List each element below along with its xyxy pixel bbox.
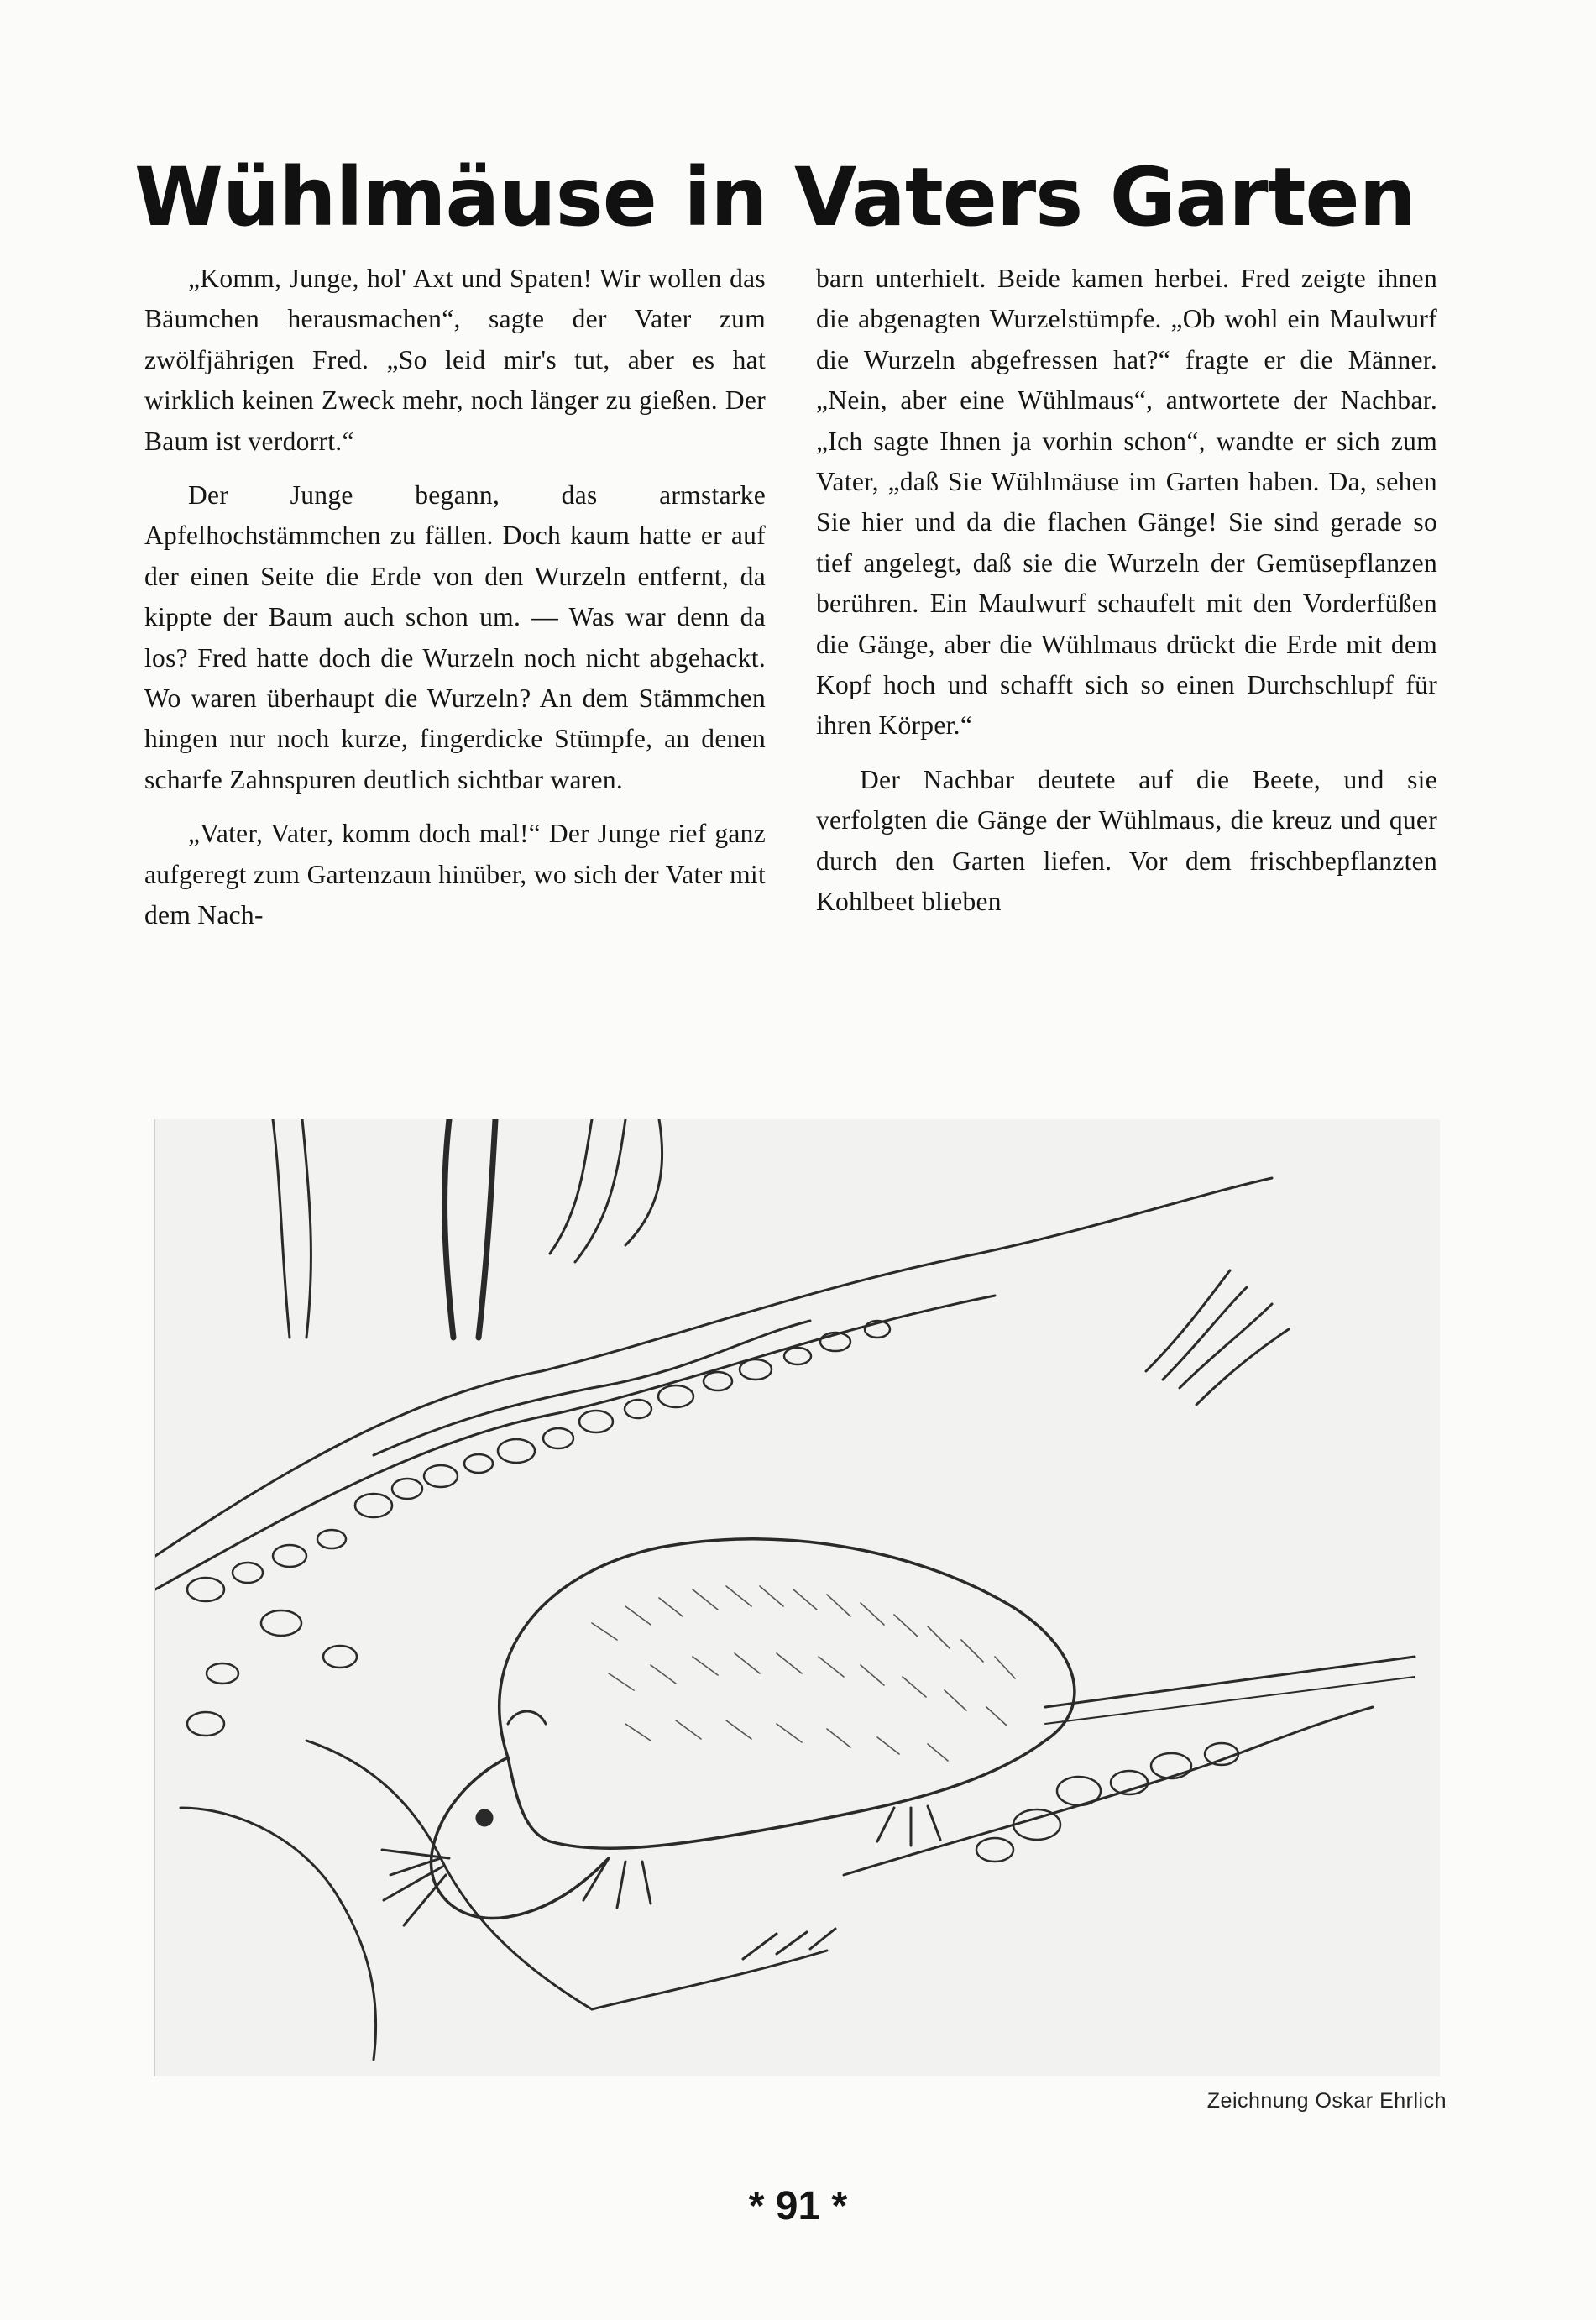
right-text-column: [816, 259, 1437, 923]
paragraph: barn unterhielt. Beide kamen herbei. Fred zeigte ihnen die abgenagten Wurzelstümpfe. „Ob wohl ein Maulwurf die Wurzeln abgefressen hat?“ fragte er die Männer. „Nein, aber eine Wühlmaus“, antwortete der Nachbar. „Ich sagte Ihnen ja vorhin schon“, wandte er sich zum Vater, „daß Sie Wühlmäuse im Garten haben. Da, sehen Sie hier und da die flachen Gänge! Sie sind gerade so tief angelegt, daß sie die Wurzeln der Gemüsepflanzen berühren. Ein Maulwurf schaufelt mit den Vorderfüßen die Gänge, aber die Wühlmaus drückt die Erde mit dem Kopf hoch und schafft sich so einen Durchschlupf für ihren Körper.“: [816, 264, 1437, 741]
vole-drawing-icon: [155, 1119, 1440, 2076]
paragraph: „Komm, Junge, hol' Axt und Spaten! Wir wollen das Bäumchen herausmachen“, sagte der Vater zum zwölfjährigen Fred. „So leid mir's tut, aber es hat wirklich keinen Zweck mehr, noch länger zu gießen. Der Baum ist verdorrt.“: [144, 264, 766, 456]
left-text-column: [144, 259, 766, 936]
paragraph: „Vater, Vater, komm doch mal!“ Der Junge rief ganz aufgeregt zum Gartenzaun hinüber, wo sich der Vater mit dem Nach-: [144, 819, 766, 930]
page-number: * 91 *: [748, 2184, 848, 2228]
illustration-credit: Zeichnung Oskar Ehrlich: [1206, 2089, 1447, 2113]
article-title: Wühlmäuse in Vaters Garten: [134, 150, 1415, 244]
paragraph: Der Nachbar deutete auf die Beete, und sie verfolgten die Gänge der Wühlmaus, die kreuz und quer durch den Garten liefen. Vor dem frischbepflanzten Kohlbeet blieben: [816, 764, 1437, 917]
vole-illustration: [154, 1119, 1440, 2076]
paragraph: Der Junge begann, das armstarke Apfelhochstämmchen zu fällen. Doch kaum hatte er auf der einen Seite die Erde von den Wurzeln entfernt, da kippte der Baum auch schon um. — Was war denn da los? Fred hatte doch die Wurzeln noch nicht abgehackt. Wo waren überhaupt die Wurzeln? An dem Stämmchen hingen nur noch kurze, fingerdicke Stümpfe, an denen scharfe Zahnspuren deutlich sichtbar waren.: [144, 480, 766, 794]
